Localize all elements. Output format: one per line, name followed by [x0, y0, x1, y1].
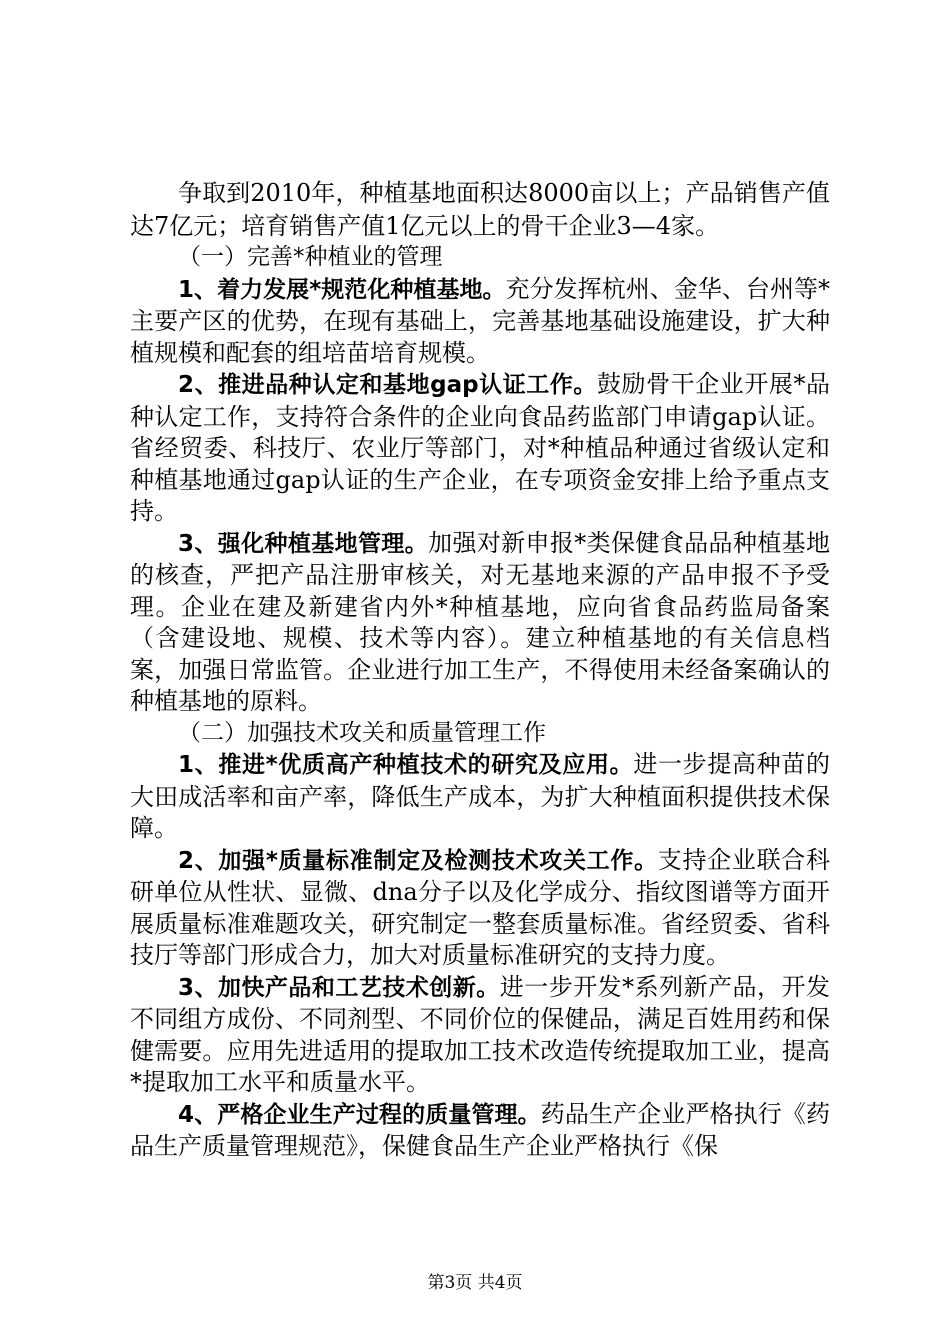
paragraph-1-2 — [130, 369, 830, 528]
paragraph-lead: 3、加快产品和工艺技术创新。 — [178, 974, 500, 1001]
paragraph-2-4 — [130, 1099, 830, 1163]
paragraph-text: 充分发挥杭州、金华、台州等*主要产区的优势，在现有基础上，完善基地基础设施建设，扩大种植规模和配套的组培苗培育规模。 — [130, 274, 831, 367]
paragraph-2-3 — [130, 972, 830, 1099]
paragraph-1-1 — [130, 274, 830, 370]
document-body — [130, 178, 830, 1163]
paragraph-lead: 3、强化种植基地管理。 — [178, 530, 429, 557]
paragraph-2-1 — [130, 749, 830, 845]
paragraph-lead: 1、着力发展*规范化种植基地。 — [178, 276, 506, 303]
paragraph-1-3 — [130, 528, 830, 718]
paragraph-text: 进一步开发*系列新产品，开发不同组方成份、不同剂型、不同价位的保健品，满足百姓用药和保健需要。应用先进适用的提取加工技术改造传统提取加工业，提高*提取加工水平和质量水平。 — [130, 972, 831, 1096]
paragraph-lead: 1、推进*优质高产种植技术的研究及应用。 — [178, 752, 634, 778]
paragraph-lead: 2、推进品种认定和基地gap认证工作。 — [178, 372, 597, 398]
paragraph-text: 支持企业联合科研单位从性状、显微、dna分子以及化学成分、指纹图谱等方面开展质量标准难题攻关，研究制定一整套质量标准。省经贸委、省科技厅等部门形成合力，加大对质量标准研究的支持力度。 — [130, 845, 831, 969]
paragraph-2-2 — [130, 845, 830, 972]
paragraph-intro — [130, 178, 830, 242]
paragraph-text: 加强对新申报*类保健食品品种植基地的核查，严把产品注册审核关，对无基地来源的产品申报不予受理。企业在建及新建省内外*种植基地，应向省食品药监局备案（含建设地、规模、技术等内容）。建立种植基地的有关信息档案，加强日常监管。企业进行加工生产，不得使用未经备案确认的种植基地的原料。 — [130, 528, 830, 715]
section-heading-2: （二）加强技术攻关和质量管理工作 — [178, 719, 546, 746]
paragraph-lead: 2、加强*质量标准制定及检测技术攻关工作。 — [178, 847, 658, 874]
paragraph-text: 药品生产企业严格执行《药品生产质量管理规范》，保健食品生产企业严格执行《保 — [130, 1099, 830, 1160]
paragraph-text: 进一步提高种苗的大田成活率和亩产率，降低生产成本，为扩大种植面积提供技术保障。 — [130, 750, 831, 842]
section-heading-1: （一）完善*种植业的管理 — [178, 244, 443, 270]
page-number-footer: 第3页 共4页 — [427, 1273, 523, 1293]
paragraph-lead: 4、严格企业生产过程的质量管理。 — [178, 1101, 541, 1128]
paragraph-text: 争取到2010年，种植基地面积达8000亩以上；产品销售产值达7亿元；培育销售产值1亿元以上的骨干企业3—4家。 — [130, 179, 830, 240]
paragraph-text: 鼓励骨干企业开展*品种认定工作，支持符合条件的企业向食品药监部门申请gap认证。省经贸委、科技厅、农业厅等部门，对*种植品种通过省级认定和种植基地通过gap认证的生产企业，在专项资金安排上给予重点支持。 — [130, 370, 831, 525]
